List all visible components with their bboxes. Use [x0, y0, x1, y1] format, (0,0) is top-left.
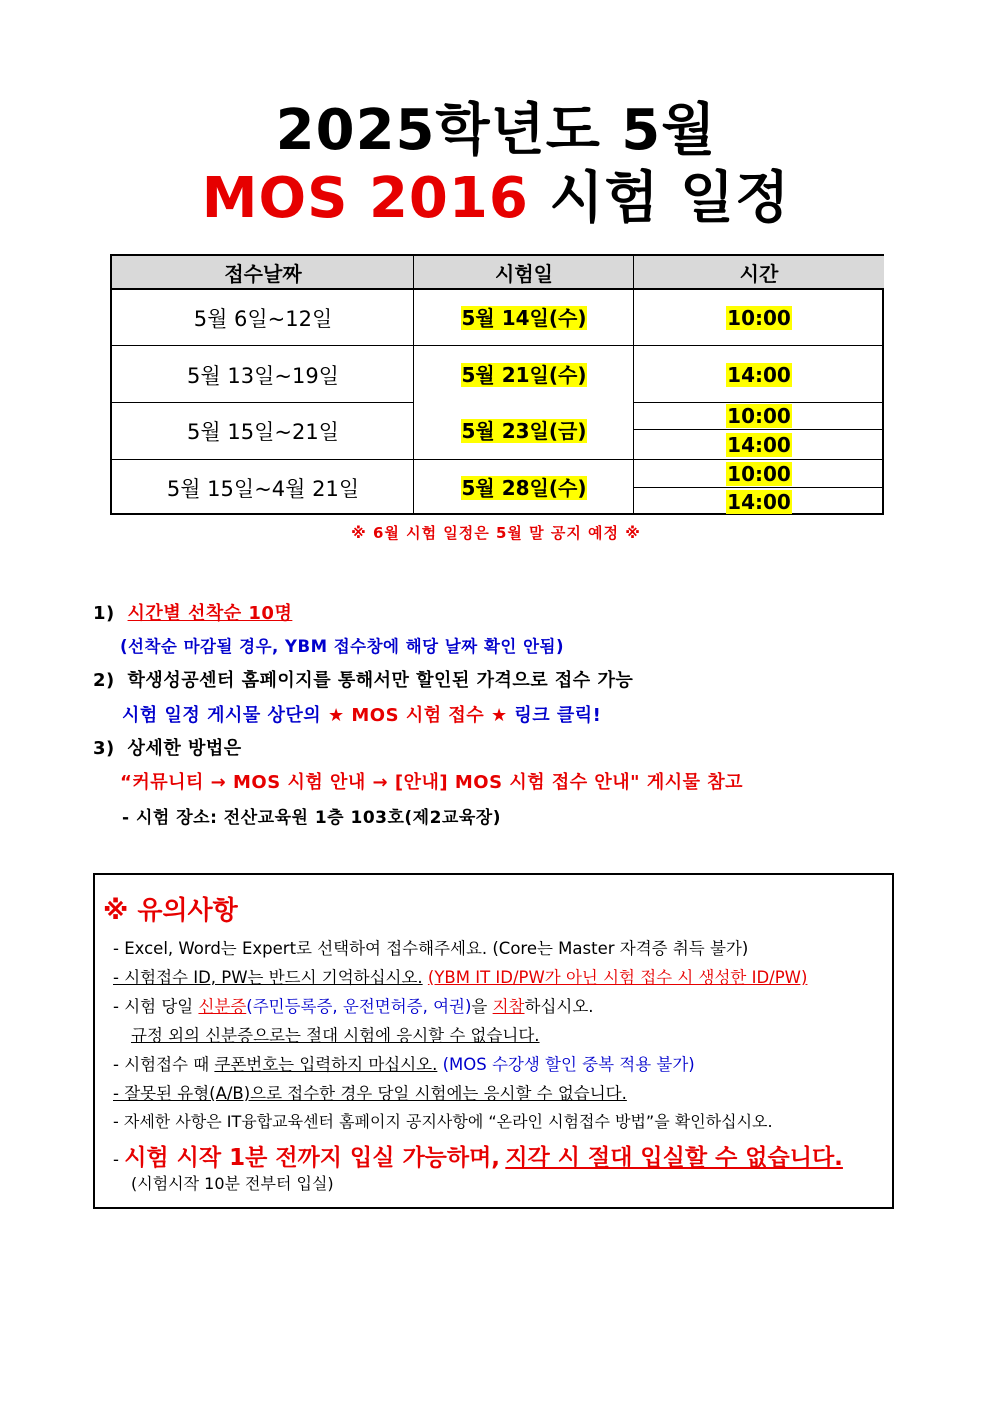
row4-time-1: 10:00 [727, 461, 791, 486]
row4-time-2: 14:00 [727, 489, 791, 514]
item-1-sub: (선착순 마감될 경우, YBM 접수창에 해당 날짜 확인 안됨) [120, 637, 565, 656]
row1-exam-date: 5월 14일(수) [461, 306, 587, 330]
warning-7: - 시험 시작 1분 전까지 입실 가능하며, 지각 시 절대 입실할 수 없습니다. [113, 1145, 843, 1171]
warning-3-line2: 규정 외의 신분증으로는 절대 시험에 응시할 수 없습니다. [131, 1026, 540, 1045]
row2-time: 14:00 [727, 362, 791, 387]
row1-reg-date: 5월 6일~12일 [193, 307, 333, 331]
schedule-table [110, 254, 884, 515]
row2-reg-date: 5월 13일~19일 [187, 363, 339, 388]
exam-location: - 시험 장소: 전산교육원 1층 103호(제2교육장) [122, 808, 501, 828]
warning-7-sub: (시험시작 10분 전부터 입실) [131, 1174, 334, 1193]
warning-3: - 시험 당일 신분증(주민등록증, 운전면허증, 여권)을 지참하십시오. [113, 997, 594, 1016]
subtitle-suffix: 시험 일정 [549, 166, 791, 231]
item-2-sub: 시험 일정 게시물 상단의 ★ MOS 시험 접수 ★ 링크 클릭! [122, 705, 602, 726]
star-icon: ★ [490, 705, 508, 726]
mos-apply-link-text: MOS 시험 접수 [351, 705, 485, 726]
page-title: 2025학년도 5월 [275, 98, 717, 163]
item-3: 3) 상세한 방법은 [93, 738, 242, 759]
row3-time-1: 10:00 [727, 404, 791, 428]
item-1: 1) 시간별 선착순 10명 [93, 603, 293, 624]
item-2: 2) 학생성공센터 홈페이지를 통해서만 할인된 가격으로 접수 가능 [93, 670, 634, 691]
warning-2: - 시험접수 ID, PW는 반드시 기억하십시오. (YBM IT ID/PW가 아닌 시험 접수 시 생성한 ID/PW) [113, 968, 808, 987]
warnings-box [93, 873, 894, 1209]
warning-1: - Excel, Word는 Expert로 선택하여 접수해주세요. (Core는 Master 자격증 취득 불가) [113, 939, 749, 958]
schedule-notice: ※ 6월 시험 일정은 5월 말 공지 예정 ※ [351, 524, 641, 542]
warning-6: - 자세한 사항은 IT융합교육센터 홈페이지 공지사항에 “온라인 시험접수 방법”을 확인하십시오. [113, 1112, 773, 1131]
row4-reg-date: 5월 15일~4월 21일 [166, 476, 360, 501]
warning-5: - 잘못된 유형(A/B)으로 접수한 경우 당일 시험에는 응시할 수 없습니다. [113, 1084, 627, 1103]
header-time: 시간 [634, 256, 884, 290]
row3-reg-date: 5월 15일~21일 [187, 420, 339, 444]
header-reg-date: 접수날짜 [112, 256, 414, 290]
row1-time: 10:00 [727, 306, 791, 330]
row3-exam-date: 5월 23일(금) [461, 419, 587, 443]
row4-exam-date: 5월 28일(수) [461, 475, 587, 500]
page-subtitle [0, 164, 992, 234]
item-3-sub: “커뮤니티 → MOS 시험 안내 → [안내] MOS 시험 접수 안내" 게시물 참고 [120, 772, 744, 793]
row3-time-2: 14:00 [727, 432, 791, 457]
star-icon: ★ [327, 705, 345, 726]
warnings-title: ※ 유의사항 [103, 896, 238, 926]
subtitle-exam-name: MOS 2016 [201, 166, 529, 231]
warning-4: - 시험접수 때 쿠폰번호는 입력하지 마십시오. (MOS 수강생 할인 중복 적용 불가) [113, 1055, 695, 1074]
row2-exam-date: 5월 21일(수) [461, 362, 587, 387]
header-exam-date: 시험일 [414, 256, 634, 290]
